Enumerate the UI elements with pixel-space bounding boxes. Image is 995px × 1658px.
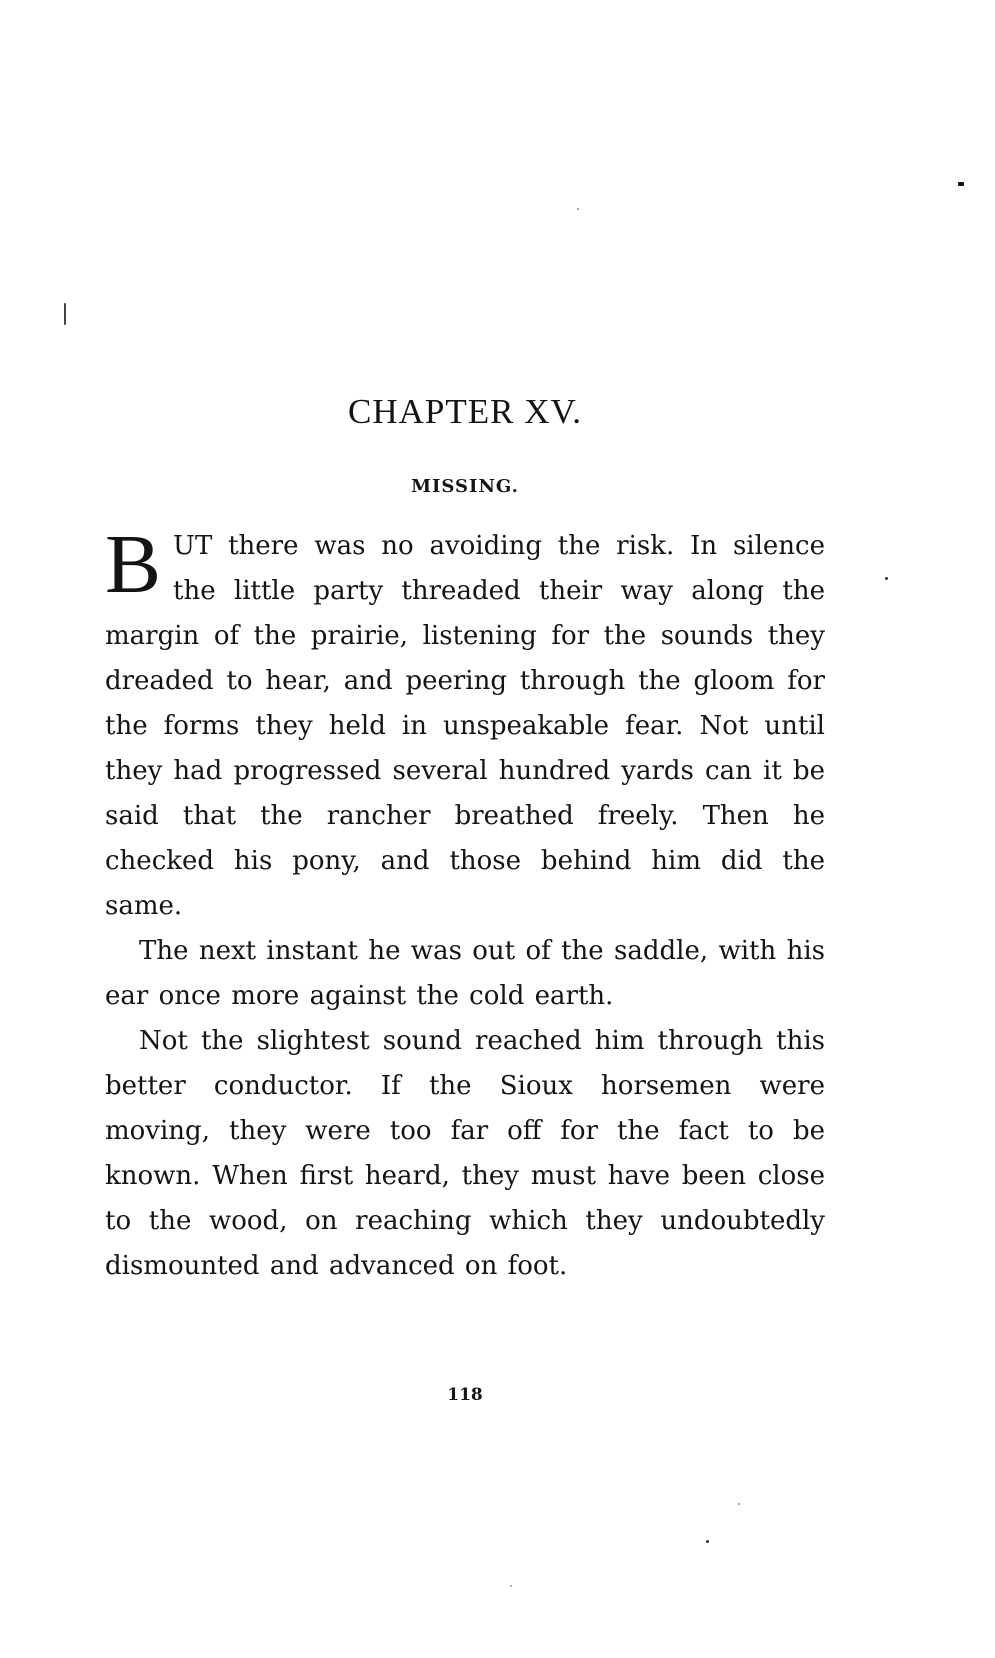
- scan-speck: [577, 208, 579, 210]
- drop-cap: B: [105, 518, 162, 611]
- scan-speck: [738, 1503, 740, 1505]
- paragraph-2: The next instant he was out of the saddle, with his ear once more against the cold earth.: [105, 936, 825, 1011]
- paragraph-3: Not the slightest sound reached him through this better conductor. If the Sioux horsemen were moving, they were too far off for the fact to be known. When first heard, they must have been close to the wood, on reaching which they undoubtedly dismounted and advanced on foot.: [105, 1026, 825, 1281]
- scan-speck: [958, 182, 964, 186]
- page-number: 118: [447, 1385, 483, 1405]
- chapter-title: CHAPTER XV.: [347, 392, 582, 431]
- scan-speck: [64, 303, 66, 325]
- chapter-body: [105, 518, 825, 1289]
- scan-speck: [885, 577, 888, 580]
- scan-speck: [706, 1540, 709, 1543]
- chapter-subtitle: MISSING.: [411, 476, 519, 497]
- scan-speck: [510, 1585, 512, 1587]
- paragraph-1: [105, 518, 825, 929]
- paragraph-1-text: UT there was no avoiding the risk. In silence the little party threaded their way along the margin of the prairie, listening for the sounds they dreaded to hear, and peering through the gloom for the forms they held in unspeakable fear. Not until they had progressed several hundred yards can it be said that the rancher breathed freely. Then he checked his pony, and those behind him did the same.: [105, 531, 825, 921]
